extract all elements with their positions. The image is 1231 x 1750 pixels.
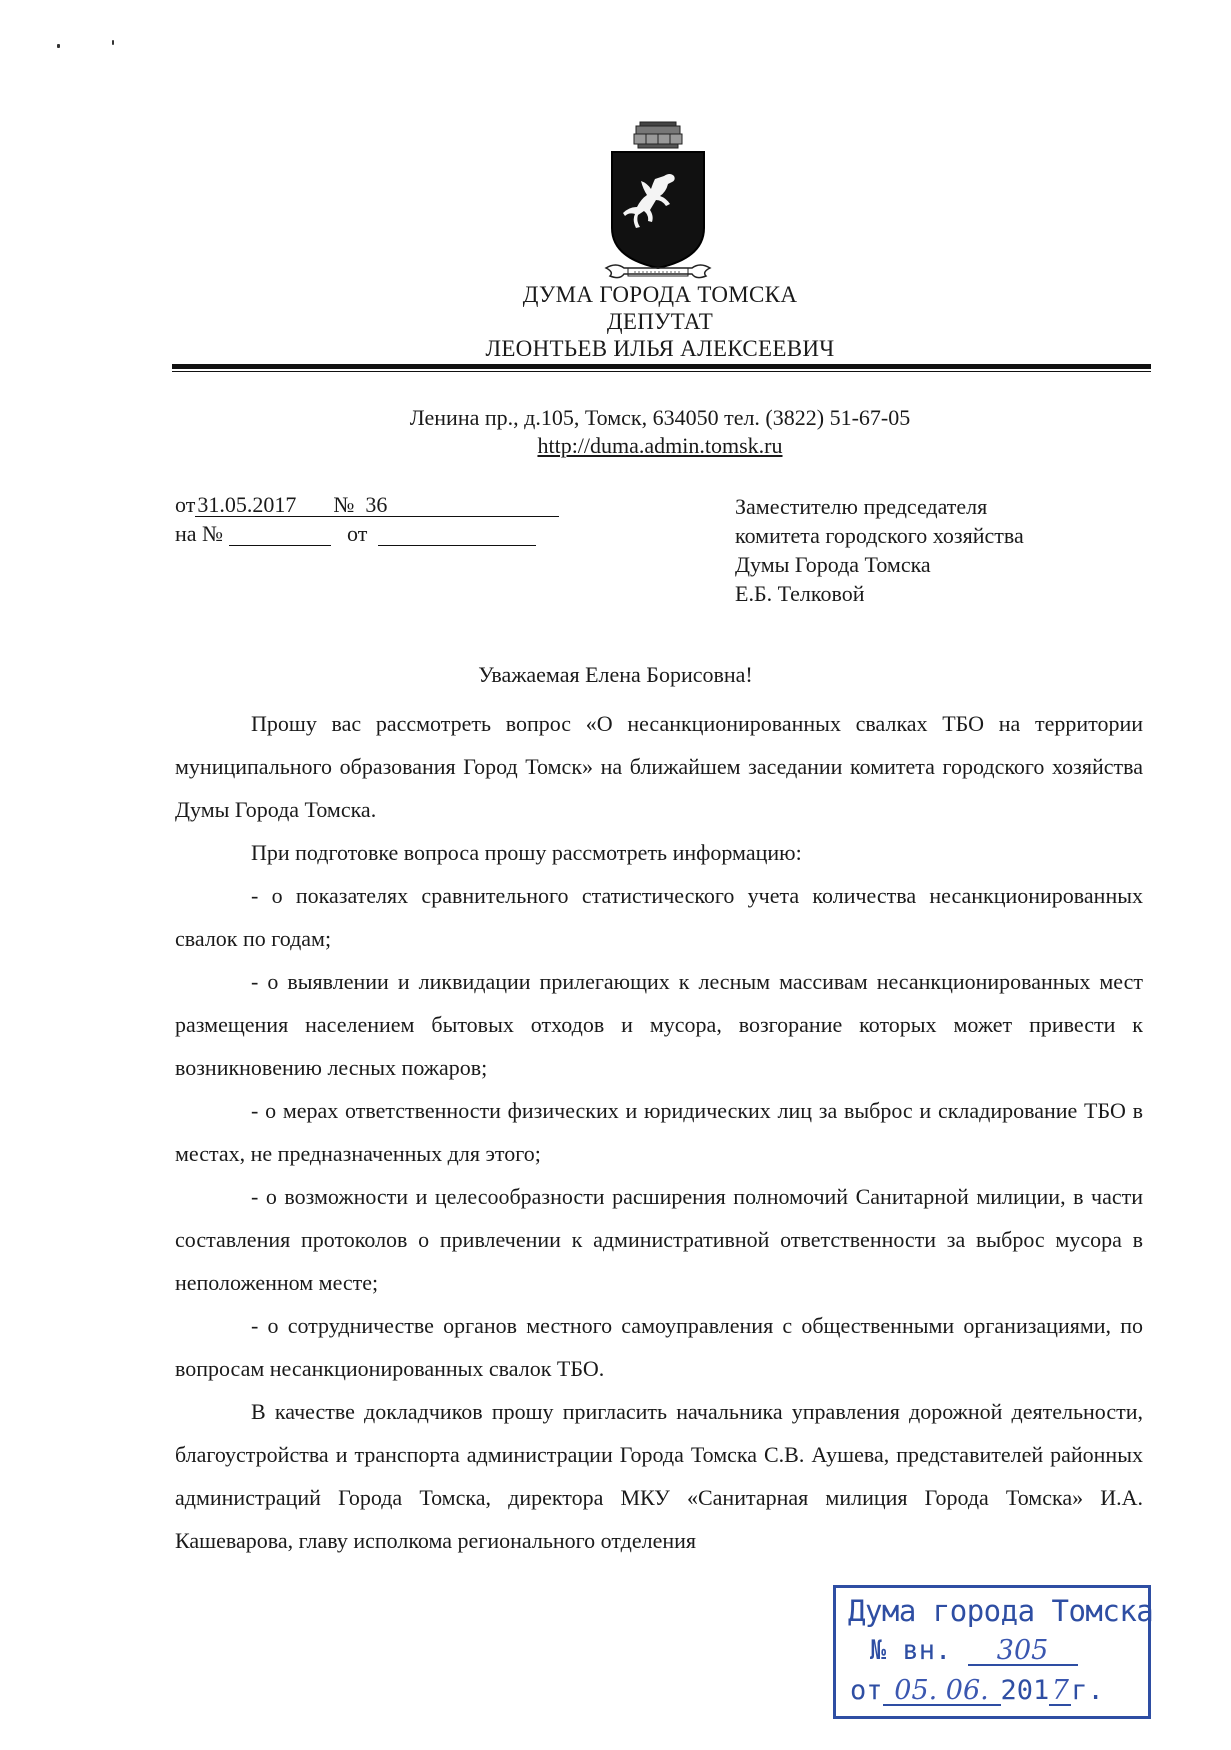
bullet-forest-dumps: - о выявлении и ликвидации прилегающих к лесным массивам несанкционированных мест размещения населением бытовых отходов и мусора, возгорание которых может привести к возникновению лесных пожаров;: [175, 969, 1143, 1080]
reply-number-blank: [229, 523, 331, 546]
position-title: ДЕПУТАТ: [606, 309, 714, 334]
stamp-number-row: [870, 1635, 1078, 1666]
number-label: №: [333, 492, 355, 517]
recipient-block: [735, 492, 1024, 608]
recipient-line: Думы Города Томска: [735, 552, 931, 577]
speakers-paragraph: В качестве докладчиков прошу пригласить начальника управления дорожной деятельности, благоустройства и транспорта администрации Города Томска С.В. Аушева, представителей районных администраций Города Томска, директора МКУ «Санитарная милиция Города Томска» И.А. Кашеварова, главу исполкома регионального отделения: [175, 1399, 1143, 1553]
reply-reference: [175, 521, 536, 547]
scan-speck: [57, 44, 60, 48]
header-divider-thick: [172, 364, 1151, 369]
info-intro: При подготовке вопроса прошу рассмотреть информацию:: [251, 840, 802, 865]
letter-number-field: [331, 494, 559, 517]
letter-date: 31.05.2017: [195, 494, 331, 517]
recipient-line: Е.Б. Телковой: [735, 581, 865, 606]
stamp-title: Дума города Томска: [848, 1594, 1154, 1628]
stamp-number-label: № вн.: [870, 1635, 952, 1666]
outgoing-reference: [175, 492, 559, 518]
from-label: от: [175, 492, 196, 517]
stamp-day-month: 05. 06.: [883, 1678, 1001, 1706]
letter-number: 36: [365, 492, 388, 517]
stamp-date-label: от: [850, 1675, 883, 1706]
scan-speck: [112, 40, 114, 45]
bullet-cooperation: - о сотрудничестве органов местного самоуправления с общественными организациями, по вопросам несанкционированных свалок ТБО.: [175, 1313, 1143, 1381]
recipient-line: комитета городского хозяйства: [735, 523, 1024, 548]
stamp-year-suffix: 7: [1049, 1678, 1071, 1706]
bullet-sanitary-militia: - о возможности и целесообразности расширения полномочий Санитарной милиции, в части составления протоколов о привлечении к административной ответственности за выброс мусора в неположенном месте;: [175, 1184, 1143, 1295]
registration-stamp: [833, 1585, 1154, 1719]
organization-title: ДУМА ГОРОДА ТОМСКА: [522, 282, 798, 307]
bullet-statistics: - о показателях сравнительного статистического учета количества несанкционированных свалок по годам;: [175, 883, 1143, 951]
tomsk-coat-of-arms-icon: [602, 118, 714, 283]
reply-number-label: на №: [175, 521, 224, 546]
salutation: Уважаемая Елена Борисовна!: [478, 662, 753, 687]
stamp-year-prefix: 201: [1000, 1675, 1050, 1706]
deputy-name: ЛЕОНТЬЕВ ИЛЬЯ АЛЕКСЕЕВИЧ: [485, 336, 835, 361]
stamp-year-end: г.: [1071, 1675, 1104, 1706]
request-paragraph: Прошу вас рассмотреть вопрос «О несанкционированных свалках ТБО на территории муниципального образования Город Томск» на ближайшем заседании комитета городского хозяйства Думы Города Томска.: [175, 711, 1143, 822]
reply-date-blank: [378, 523, 536, 546]
stamp-date-row: [850, 1675, 1104, 1706]
stamp-number-value: 305: [968, 1638, 1078, 1666]
reply-from-label: от: [347, 521, 368, 546]
address-phone: Ленина пр., д.105, Томск, 634050 тел. (3822) 51-67-05: [409, 405, 911, 430]
website-link[interactable]: http://duma.admin.tomsk.ru: [537, 433, 783, 458]
bullet-liability: - о мерах ответственности физических и юридических лиц за выброс и складирование ТБО в местах, не предназначенных для этого;: [175, 1098, 1143, 1166]
header-divider-thin: [172, 371, 1151, 372]
recipient-line: Заместителю председателя: [735, 494, 988, 519]
